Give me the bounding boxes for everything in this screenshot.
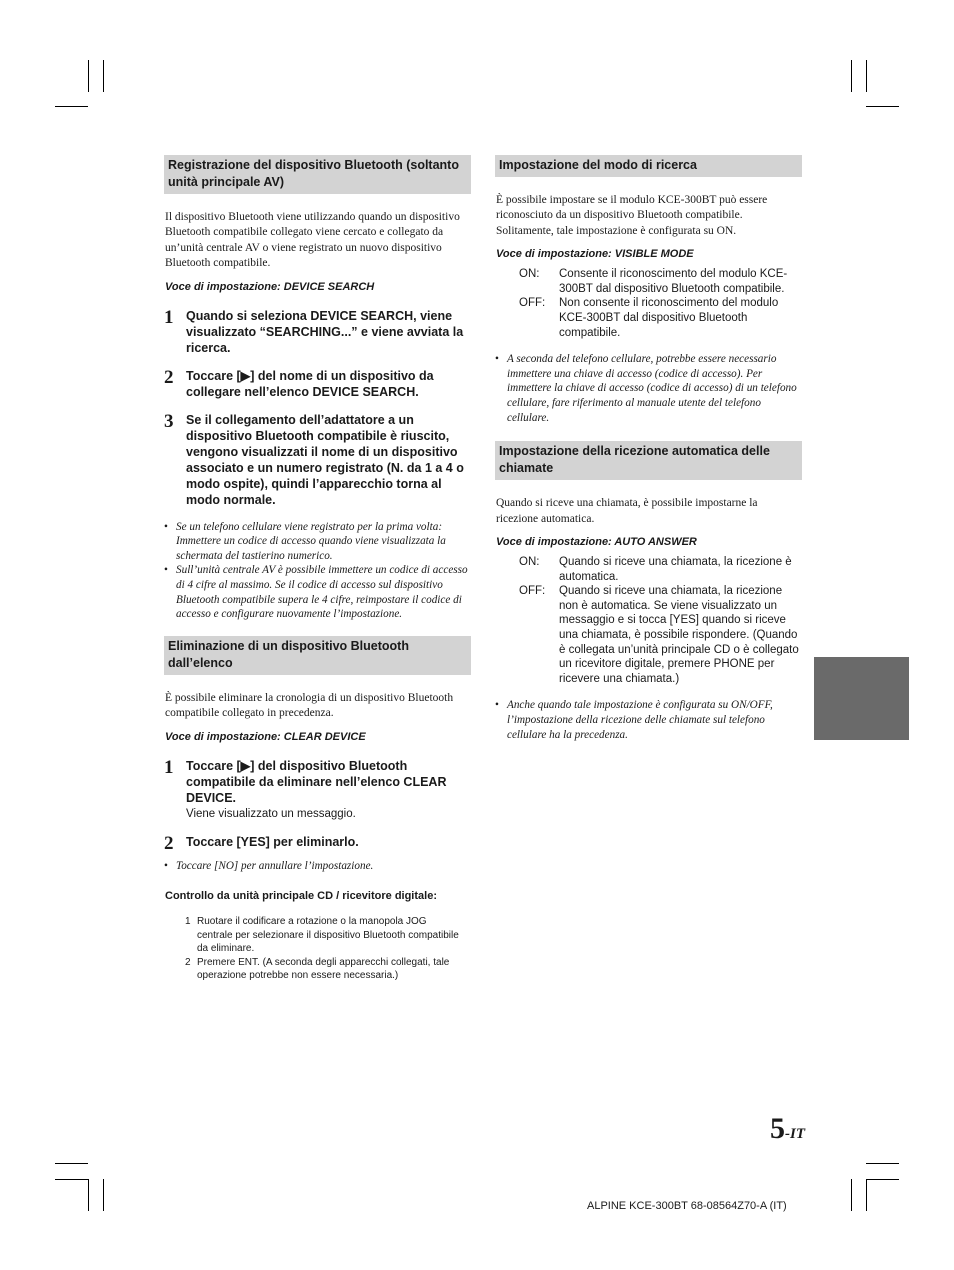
crop-mark	[866, 1163, 899, 1164]
bullet-icon: •	[164, 859, 168, 872]
step	[164, 758, 471, 822]
section-heading: Registrazione del dispositivo Bluetooth (soltanto unità principale AV)	[164, 155, 471, 194]
options-list	[495, 555, 802, 686]
step-number: 2	[164, 832, 174, 854]
note-text: Se un telefono cellulare viene registrato per la prima volta: Immettere un codice di accesso quando viene visualizzata la schermata del tastierino numerico.	[176, 520, 446, 562]
note-text: Sull’unità centrale AV è possibile immettere un codice di accesso di 4 cifre al massimo. Se il codice di accesso sul dispositivo Bluetooth compatibile supera le 4 cifre, reimpostare il codice di accesso e configurare nuovamente l’impostazione.	[176, 564, 468, 621]
option-key: ON:	[519, 555, 540, 568]
right-column	[495, 155, 802, 742]
bullet-icon: •	[495, 353, 499, 366]
page-language-suffix: -IT	[785, 1126, 805, 1142]
bullet-icon: •	[495, 699, 499, 712]
footer-model-code: ALPINE KCE-300BT 68-08564Z70-A (IT)	[587, 1200, 787, 1212]
note-item	[495, 352, 802, 425]
section-intro: Il dispositivo Bluetooth viene utilizzando quando un dispositivo Bluetooth compatibile collegato viene cercato e collegato da un’unità centrale AV o viene registrato un nuovo dispositivo Bluetooth compatibile.	[165, 211, 460, 270]
item-number: 1	[185, 916, 191, 928]
step-result: Viene visualizzato un messaggio.	[186, 807, 356, 820]
crop-mark	[55, 1179, 88, 1180]
item-text: Premere ENT. (A seconda degli apparecchi collegati, tale operazione potrebbe non essere necessaria.)	[197, 956, 450, 982]
option-row	[519, 296, 802, 340]
setting-item-label: Voce di impostazione: DEVICE SEARCH	[165, 280, 375, 293]
step	[164, 308, 471, 356]
section-heading: Eliminazione di un dispositivo Bluetooth dall’elenco	[164, 636, 471, 675]
step-text: Se il collegamento dell’adattatore a un dispositivo Bluetooth compatibile è riuscito, vengono visualizzati il nome di un dispositivo associato e un numero registrato (N. da 1 a 4 o modo ospite), quindi l’apparecchio torna al modo normale.	[186, 412, 464, 507]
notes-list	[164, 520, 471, 622]
step-number: 1	[164, 756, 174, 778]
crop-mark	[88, 60, 89, 92]
note-text: Anche quando tale impostazione è configurata su ON/OFF, l’impostazione della ricezione delle chiamate sul telefono cellulare ha la precedenza.	[507, 699, 773, 741]
note-item	[495, 698, 802, 742]
option-text: Quando si riceve una chiamata, la ricezione è automatica.	[559, 555, 792, 583]
section-tab	[814, 657, 909, 740]
left-column	[164, 155, 471, 983]
crop-mark	[88, 1179, 89, 1211]
option-text: Quando si riceve una chiamata, la ricezione non è automatica. Se viene visualizzato un messaggio e si tocca [YES] quando si riceve una chiamata, è possibile rispondere. (Quando è collegata un’unità principale CD o è collegato un ricevitore digitale, premere PHONE per ricevere una chiamata.)	[559, 585, 799, 685]
step-text: Toccare [▶] del nome di un dispositivo da collegare nell’elenco DEVICE SEARCH.	[186, 368, 434, 399]
crop-mark	[866, 1179, 899, 1180]
step-text: Toccare [YES] per eliminarlo.	[186, 834, 359, 849]
section-heading: Impostazione del modo di ricerca	[495, 155, 802, 177]
item-number: 2	[185, 956, 191, 968]
option-key: ON:	[519, 268, 540, 281]
options-list	[495, 267, 802, 340]
crop-mark	[851, 1179, 852, 1211]
step-number: 3	[164, 410, 174, 432]
section-heading: Impostazione della ricezione automatica delle chiamate	[495, 441, 802, 480]
option-row	[519, 584, 802, 686]
setting-item-label: Voce di impostazione: CLEAR DEVICE	[165, 730, 366, 743]
crop-mark	[851, 60, 852, 92]
step-number: 1	[164, 306, 174, 328]
step-text: Toccare [▶] del dispositivo Bluetooth compatibile da eliminare nell’elenco CLEAR DEVICE.	[186, 758, 447, 805]
note-text: Toccare [NO] per annullare l’impostazione.	[176, 859, 374, 872]
bullet-icon: •	[164, 564, 168, 577]
crop-mark	[866, 60, 867, 92]
numbered-item	[185, 915, 461, 956]
page-number-digit: 5	[770, 1112, 785, 1145]
note-item	[164, 563, 471, 621]
bullet-icon: •	[164, 520, 168, 533]
section-intro: È possibile eliminare la cronologia di un dispositivo Bluetooth compatibile collegato in precedenza.	[165, 691, 454, 720]
option-row	[519, 267, 802, 296]
numbered-item	[185, 956, 461, 983]
crop-mark	[103, 1179, 104, 1211]
crop-mark	[55, 1163, 88, 1164]
step-number: 2	[164, 366, 174, 388]
setting-item-label: Voce di impostazione: AUTO ANSWER	[496, 535, 697, 548]
option-key: OFF:	[519, 585, 546, 598]
crop-mark	[55, 106, 88, 107]
option-key: OFF:	[519, 297, 546, 310]
section-intro: È possibile impostare se il modulo KCE-300BT può essere riconosciuto da un dispositivo Bluetooth compatibile. Solitamente, tale impostazione è configurata su ON.	[496, 194, 768, 237]
subsection-heading: Controllo da unità principale CD / ricevitore digitale:	[165, 890, 437, 903]
step	[164, 834, 471, 853]
option-text: Non consente il riconoscimento del modulo KCE-300BT dal dispositivo Bluetooth compatibile.	[559, 297, 779, 339]
crop-mark	[866, 106, 899, 107]
step	[164, 368, 471, 400]
crop-mark	[866, 1179, 867, 1211]
note-text: A seconda del telefono cellulare, potrebbe essere necessario immettere una chiave di accesso (codice di accesso). Per immettere la chiave di accesso (codice di accesso) di un telefono cellulare, fare riferimento al manuale utente del telefono cellulare.	[507, 353, 797, 424]
page-number	[770, 1112, 805, 1146]
option-text: Consente il riconoscimento del modulo KCE-300BT dal dispositivo Bluetooth compatibile.	[559, 268, 788, 295]
crop-mark	[103, 60, 104, 92]
step-text: Quando si seleziona DEVICE SEARCH, viene visualizzato “SEARCHING...” e viene avviata la ricerca.	[186, 308, 464, 355]
step	[164, 412, 471, 508]
note-item	[164, 520, 471, 564]
setting-item-label: Voce di impostazione: VISIBLE MODE	[496, 248, 694, 261]
section-intro: Quando si riceve una chiamata, è possibile impostarne la ricezione automatica.	[496, 497, 758, 525]
option-row	[519, 555, 802, 584]
item-text: Ruotare il codificare a rotazione o la manopola JOG centrale per selezionare il dispositivo Bluetooth compatibile da eliminare.	[197, 916, 459, 955]
note-item	[164, 859, 471, 874]
